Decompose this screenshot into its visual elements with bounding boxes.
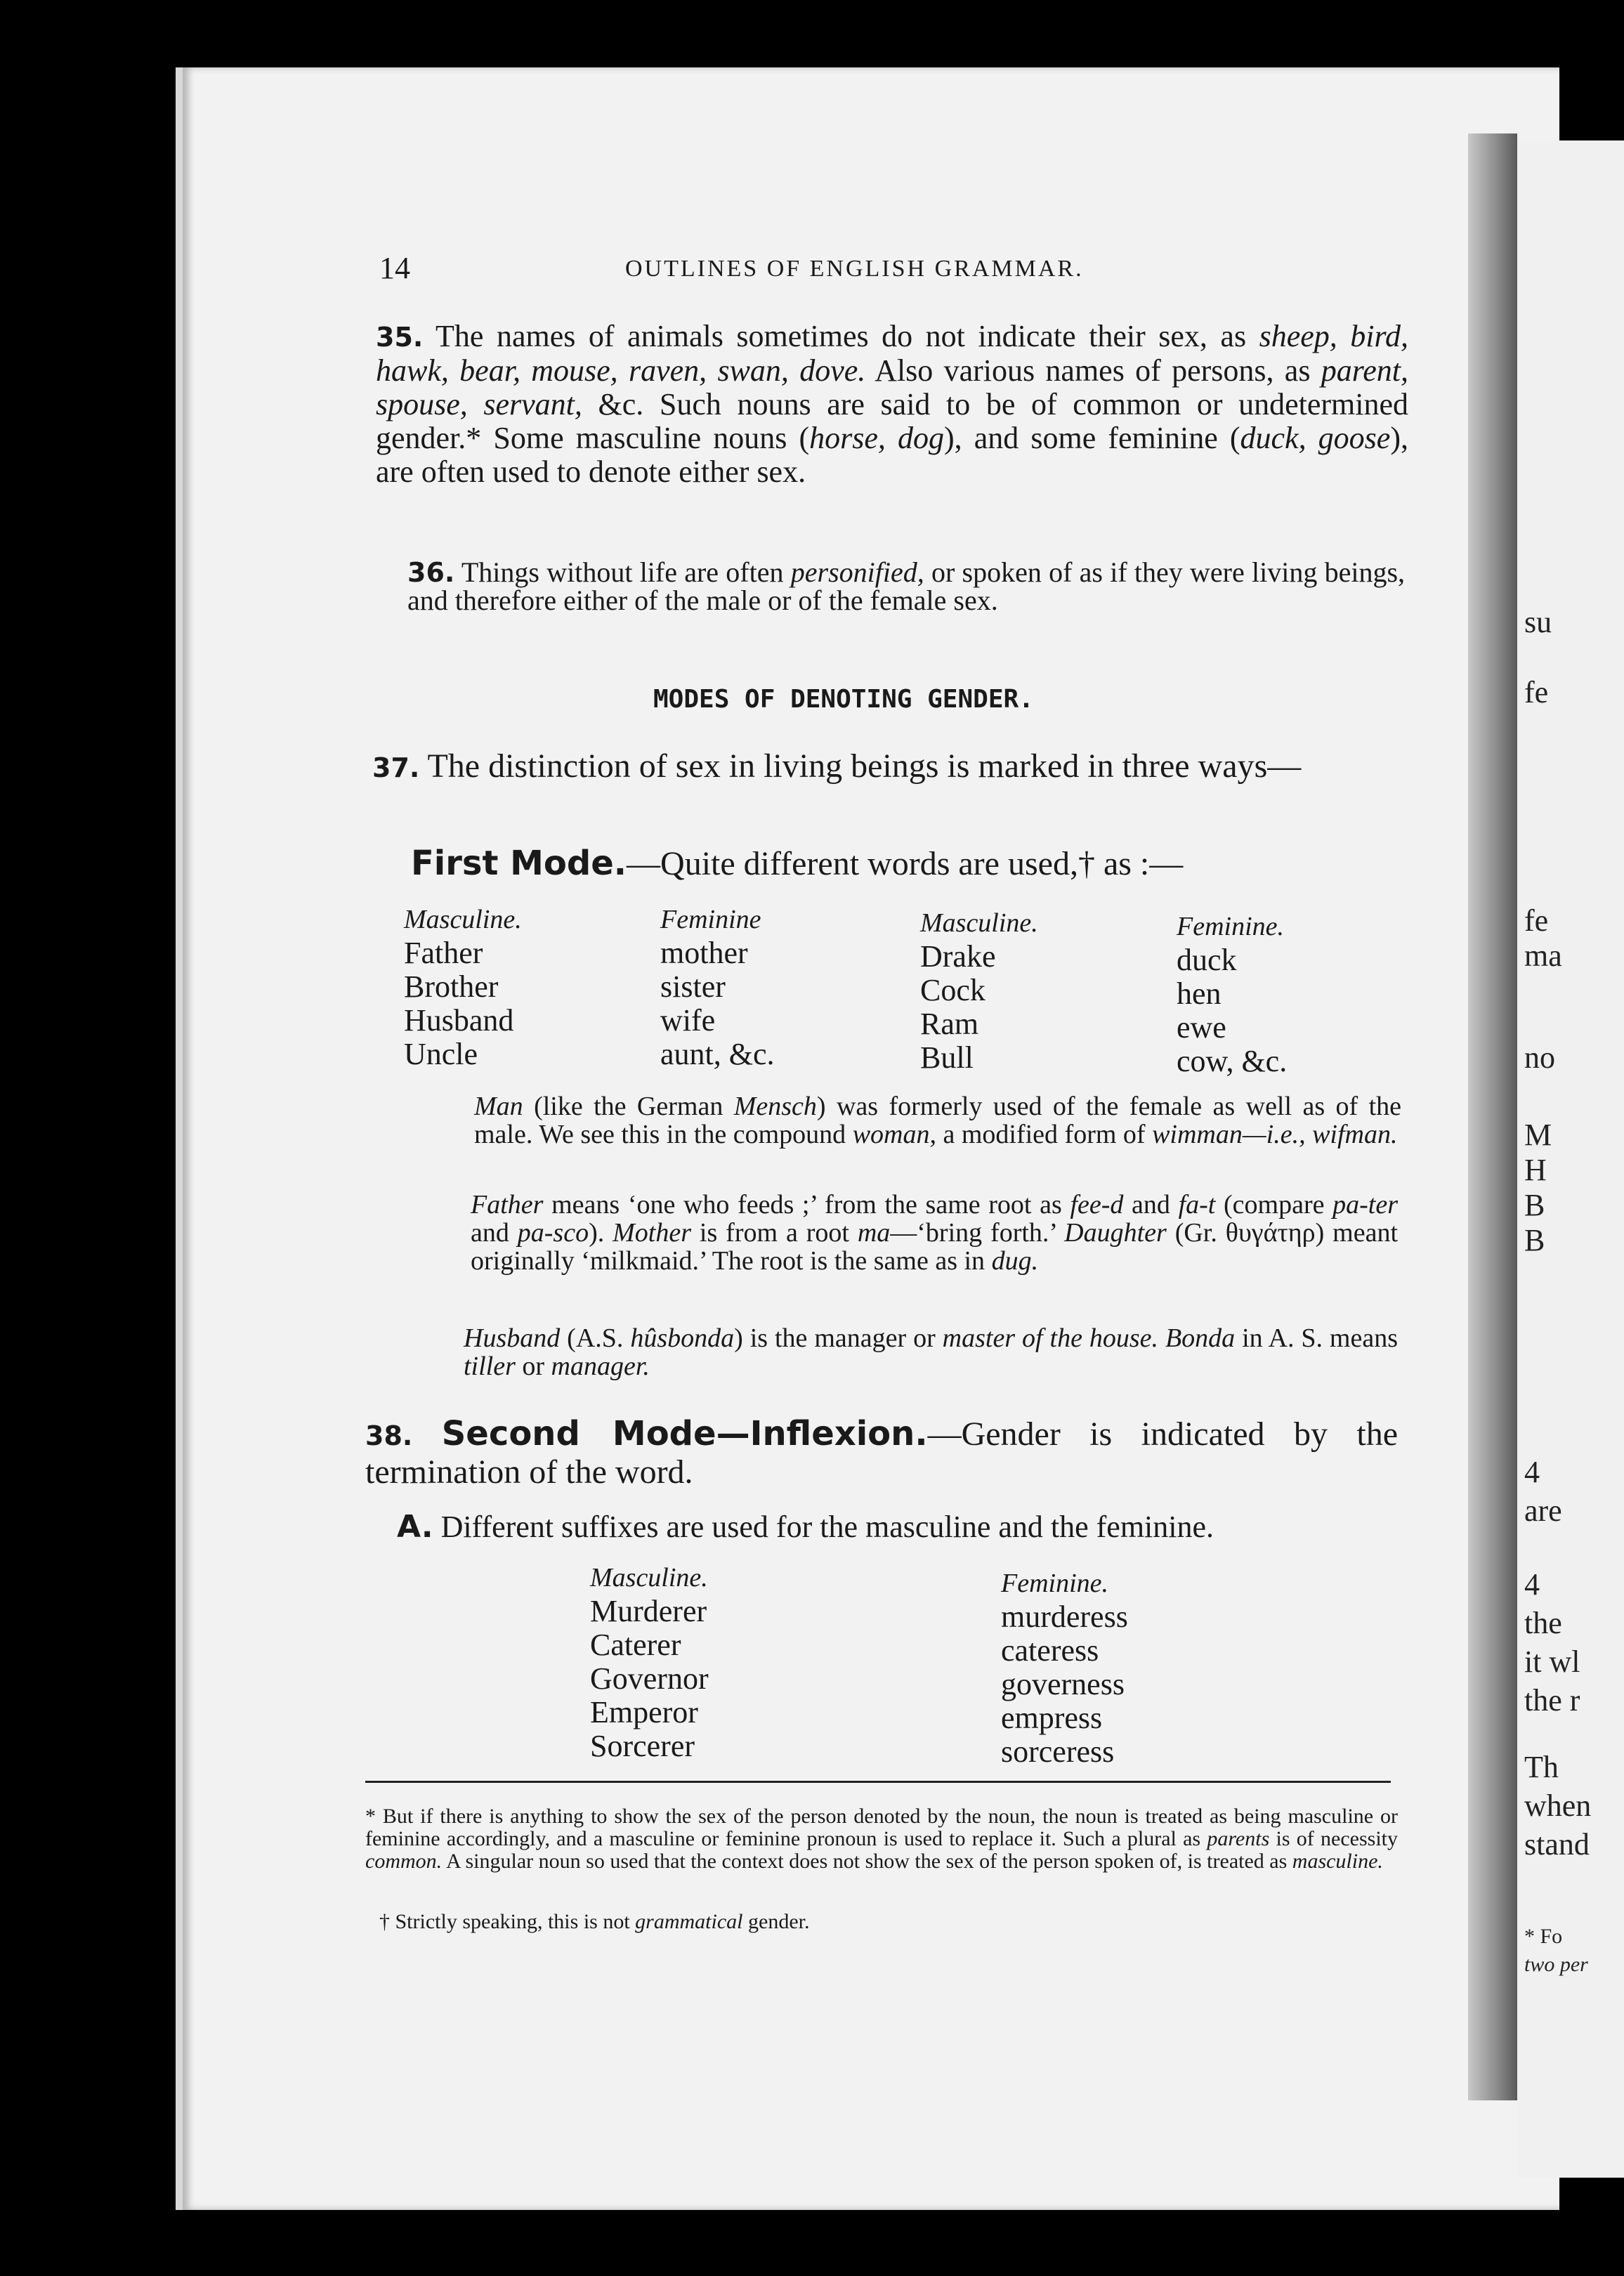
example-words: hûsbonda [630,1323,735,1353]
table-cell: governess [1001,1667,1125,1701]
table-cell: Cock [920,973,985,1007]
note-text: ) was formerly used of the female as well as of the male. We see this in the compound [474,1092,1401,1149]
paragraph-text: &c. Such nouns are said to be of common or undetermined gender.* Some masculine nouns ( [376,387,1408,455]
example-words: Husband [464,1323,561,1353]
column-header: Feminine [660,905,761,934]
running-head: OUTLINES OF ENGLISH GRAMMAR. [625,256,1084,282]
table-cell: mother [660,936,748,970]
note-text: a modified form of [936,1120,1153,1149]
column-header: Masculine. [590,1563,708,1592]
table-cell: hen [1177,976,1222,1011]
table-cell: Bull [920,1040,974,1075]
adjacent-line: H [1524,1153,1547,1187]
table-cell: Father [404,936,483,970]
paragraph-number: 36. [407,557,455,588]
example-words: manager. [551,1352,650,1381]
footnote-1 [365,1805,1398,1873]
footnote-divider [365,1781,1391,1783]
table1-col-masculine [404,903,522,1071]
paragraph-text: The distinction of sex in living beings is marked in three ways— [427,747,1302,785]
column-header: Masculine. [920,908,1038,938]
example-words: Man [474,1092,523,1121]
note-text: (Gr. θυγάτηρ) meant originally ‘milkmaid.’ The root is the same as in [471,1218,1398,1276]
paragraph-text: Also various names of persons, as [865,353,1321,388]
adjacent-line: when [1524,1788,1592,1823]
example-words: sheep, bird, hawk, bear, mouse, raven, swan, dove. [376,319,1408,388]
footnote-text: gender. [742,1910,810,1933]
paragraph-36 [407,558,1405,615]
paragraph-35 [376,320,1408,489]
page-number: 14 [379,251,410,285]
page-header [379,250,1405,292]
table-cell: Sorcerer [590,1729,695,1763]
table-cell: Caterer [590,1628,681,1662]
footnote-text: A singular noun so used that the context does not show the sex of the person spoken of, is treated as [442,1850,1292,1873]
adjacent-line: Th [1524,1750,1559,1784]
paragraph-a [397,1510,1401,1544]
note-text: (A.S. [560,1323,631,1353]
adjacent-line: fe [1524,675,1549,709]
adjacent-line: no [1524,1040,1555,1075]
adjacent-line: B [1524,1188,1545,1222]
adjacent-line: two per [1524,1953,1588,1976]
paragraph-number: 37. [372,752,420,783]
paragraph-text: Different suffixes are used for the masculine and the feminine. [440,1510,1214,1544]
example-words: Bonda [1165,1323,1236,1353]
table-cell: Emperor [590,1695,698,1729]
example-words: Father [471,1190,544,1219]
example-words: master of the house. [942,1323,1159,1353]
note-text: ). [589,1218,613,1248]
table1-col-feminine [660,903,775,1071]
note-text: or [515,1352,551,1381]
note-text: and [1123,1190,1179,1219]
table-cell: Brother [404,969,499,1004]
paragraph-text: The names of animals sometimes do not indicate their sex, as [436,319,1259,353]
table-cell: wife [660,1003,716,1038]
adjacent-line: su [1524,605,1552,639]
paragraph-label: A. [397,1509,433,1545]
example-words: wimman—i.e., wifman. [1152,1120,1398,1149]
paragraph-text: ), are often used to denote either sex. [376,421,1408,489]
adjacent-line: B [1524,1223,1545,1257]
column-header: Feminine. [1177,912,1285,941]
table-cell: duck [1177,943,1237,977]
table-cell: Uncle [404,1037,478,1071]
note-text: —‘bring forth.’ [890,1218,1065,1248]
table-cell: Husband [404,1003,514,1038]
adjacent-line: 4 [1524,1567,1540,1602]
table-cell: empress [1001,1701,1103,1735]
paragraph-37 [372,748,1405,786]
example-words: parent, spouse, servant, [376,353,1408,421]
first-mode-line [411,846,1394,881]
note-husband [464,1324,1398,1380]
column-header: Feminine. [1001,1569,1109,1598]
section-heading: MODES OF DENOTING GENDER. [653,685,1034,714]
example-words: Mother [613,1218,692,1248]
example-words: dug. [991,1246,1039,1276]
adjacent-line: ma [1524,938,1562,973]
example-words: ma [857,1218,891,1248]
example-words: Daughter [1064,1218,1167,1248]
table-cell: aunt, &c. [660,1037,775,1071]
paragraph-number: 35. [376,322,424,353]
note-text: is from a root [691,1218,858,1248]
footnote-text: * But if there is anything to show the sex of the person denoted by the noun, the noun is treated as being masculine or feminine accordingly, and a masculine or feminine pronoun is used to replace it. Such a plural as [365,1805,1398,1850]
note-text: in A. S. means [1235,1323,1399,1353]
example-words: fa-t [1178,1190,1216,1219]
paragraph-text: ), and some feminine ( [943,421,1240,455]
adjacent-page [1517,140,1624,2178]
note-father [471,1191,1398,1275]
note-text: (like the German [523,1092,734,1121]
adjacent-line: stand [1524,1827,1590,1862]
table-cell: Drake [920,939,996,974]
adjacent-line: * Fo [1524,1925,1563,1948]
example-words: tiller [464,1352,516,1381]
note-text: (compare [1215,1190,1333,1219]
example-words: pa-ter [1332,1190,1399,1219]
note-text [1158,1323,1165,1353]
footnote-text: † Strictly speaking, this is not [379,1910,636,1933]
example-words: common. [365,1850,443,1873]
footnote-text: is of necessity [1269,1827,1398,1850]
table-cell: murderess [1001,1600,1128,1634]
example-words: personified, [790,556,924,588]
table-cell: Governor [590,1661,709,1696]
paragraph-text: —Quite different words are used,† as :— [627,845,1184,882]
mode-title: First Mode. [411,844,627,883]
mode-title: Second Mode—Inflexion. [441,1414,928,1453]
example-words: fee-d [1070,1190,1124,1219]
table-cell: Murderer [590,1594,707,1628]
paragraph-38 [365,1415,1398,1491]
example-words: masculine. [1292,1850,1383,1873]
example-words: parents [1207,1827,1270,1850]
table-cell: ewe [1177,1010,1226,1045]
example-words: Mensch [733,1092,817,1121]
table-cell: sorceress [1001,1734,1115,1769]
table1-col-feminine-2 [1177,910,1287,1078]
table1-col-masculine-2 [920,906,1038,1075]
table2-col-feminine [1001,1567,1128,1769]
adjacent-line: are [1524,1493,1562,1528]
table-cell: sister [660,969,726,1004]
paragraph-text: Things without life are often [461,556,791,588]
table2-col-masculine [590,1561,709,1763]
note-text: ) is the manager or [734,1323,943,1353]
page-gutter [1468,133,1517,2100]
adjacent-line: 4 [1524,1455,1540,1489]
example-words: pa-sco [517,1218,589,1248]
column-header: Masculine. [404,905,522,934]
example-words: duck, goose [1240,421,1391,455]
adjacent-line: fe [1524,903,1549,938]
paragraph-number: 38. [365,1420,413,1451]
paragraph-text: or spoken of as if they were living beings, and therefore either of the male or of the female sex. [407,556,1406,616]
example-words: grammatical [635,1910,743,1933]
note-text: means ‘one who feeds ;’ from the same root as [543,1190,1070,1219]
note-text: and [471,1218,518,1248]
footnote-2 [379,1911,1412,1933]
adjacent-line: it wl [1524,1644,1580,1679]
table-cell: cateress [1001,1633,1099,1668]
adjacent-line: the r [1524,1683,1580,1718]
table-cell: Ram [920,1007,979,1041]
adjacent-line: M [1524,1118,1552,1152]
table-cell: cow, &c. [1177,1044,1288,1078]
paragraph-text: —Gender is indicated by the termination of the word. [365,1415,1399,1491]
note-man [474,1092,1401,1149]
adjacent-line: the [1524,1606,1562,1640]
example-words: woman, [852,1120,936,1149]
example-words: horse, dog [809,421,944,455]
